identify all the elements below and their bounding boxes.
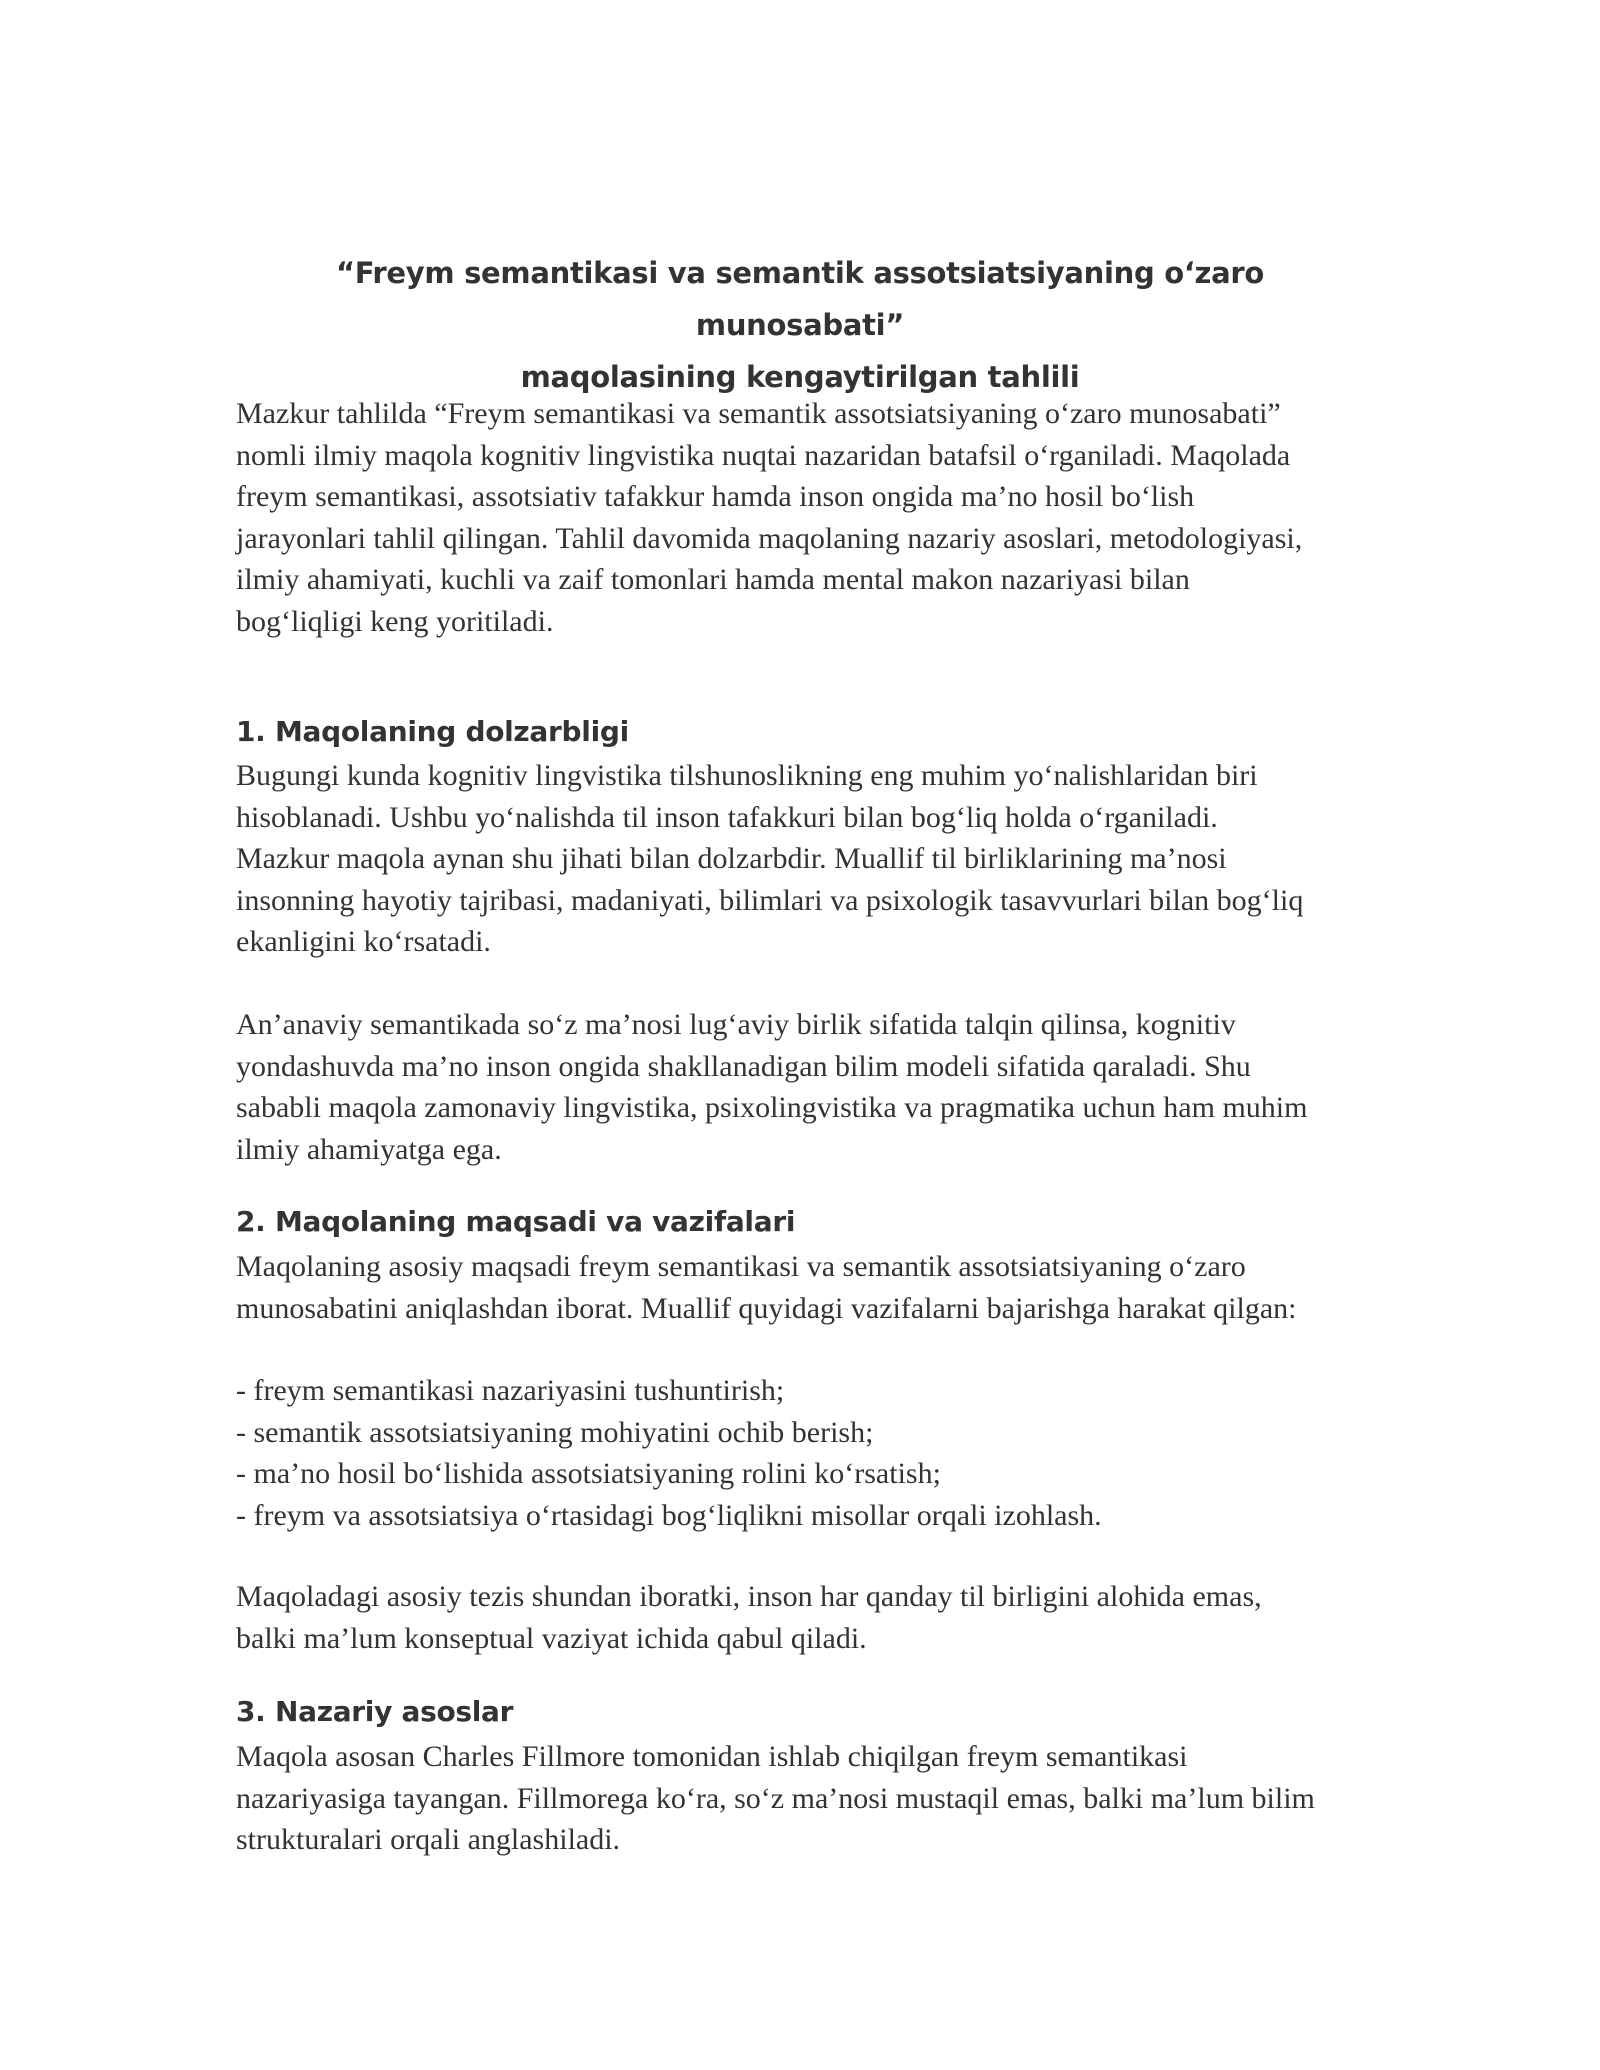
text-line: ilmiy ahamiyati, kuchli va zaif tomonlari hamda mental makon nazariyasi bilan <box>236 563 1190 596</box>
text-line: ilmiy ahamiyatga ega. <box>236 1132 502 1166</box>
text-line: Mazkur tahlilda “Freym semantikasi va semantik assotsiatsiyaning o‘zaro munosabati” <box>236 397 1281 430</box>
text-line: Maqola asosan Charles Fillmore tomonidan ishlab chiqilgan freym semantikasi <box>236 1740 1188 1773</box>
text-line: munosabatini aniqlashdan iborat. Muallif quyidagi vazifalarni bajarishga harakat qilgan: <box>236 1291 1297 1325</box>
text-line: bog‘liqligi keng yoritiladi. <box>236 604 554 638</box>
section-2-paragraph-1 <box>236 1246 1376 1329</box>
text-line: Bugungi kunda kognitiv lingvistika tilshunoslikning eng muhim yo‘nalishlaridan biri <box>236 759 1258 792</box>
list-item: - freym semantikasi nazariyasini tushuntirish; <box>236 1374 785 1407</box>
text-line: balki ma’lum konseptual vaziyat ichida qabul qiladi. <box>236 1621 867 1655</box>
section-3-heading: 3. Nazariy asoslar <box>236 1695 514 1728</box>
section-3-paragraph-1 <box>236 1736 1376 1861</box>
title-line-2: maqolasining kengaytirilgan tahlili <box>520 360 1080 394</box>
text-line: freym semantikasi, assotsiativ tafakkur hamda inson ongida ma’no hosil bo‘lish <box>236 480 1195 513</box>
text-line: insonning hayotiy tajribasi, madaniyati, bilimlari va psixologik tasavvurlari bilan bog‘liq <box>236 883 1304 917</box>
section-1-heading: 1. Maqolaning dolzarbligi <box>236 715 629 748</box>
document-title <box>236 247 1364 403</box>
text-line: jarayonlari tahlil qilingan. Tahlil davomida maqolaning nazariy asoslari, metodologiyasi, <box>236 521 1303 555</box>
text-line: hisoblanadi. Ushbu yo‘nalishda til inson tafakkuri bilan bog‘liq holda o‘rganiladi. <box>236 800 1218 834</box>
text-line: yondashuvda ma’no inson ongida shakllanadigan bilim modeli sifatida qaraladi. Shu <box>236 1049 1251 1083</box>
list-item: - semantik assotsiatsiyaning mohiyatini ochib berish; <box>236 1415 874 1449</box>
text-line: sababli maqola zamonaviy lingvistika, psixolingvistika va pragmatika uchun ham muhim <box>236 1091 1308 1124</box>
text-line: An’anaviy semantikada so‘z ma’nosi lug‘aviy birlik sifatida talqin qilinsa, kognitiv <box>236 1008 1236 1041</box>
section-1-paragraph-1 <box>236 755 1376 963</box>
text-line: ekanligini ko‘rsatadi. <box>236 925 491 958</box>
text-line: strukturalari orqali anglashiladi. <box>236 1823 621 1856</box>
section-2-heading: 2. Maqolaning maqsadi va vazifalari <box>236 1205 796 1238</box>
text-line: nomli ilmiy maqola kognitiv lingvistika nuqtai nazaridan batafsil o‘rganiladi. Maqolada <box>236 438 1291 472</box>
list-item: - ma’no hosil bo‘lishida assotsiatsiyaning rolini ko‘rsatish; <box>236 1457 941 1490</box>
text-line: nazariyasiga tayangan. Fillmorega ko‘ra, so‘z ma’nosi mustaqil emas, balki ma’lum bilim <box>236 1781 1315 1815</box>
section-2-paragraph-2 <box>236 1576 1376 1659</box>
intro-paragraph <box>236 393 1376 642</box>
text-line: Maqoladagi asosiy tezis shundan iboratki, inson har qanday til birligini alohida emas, <box>236 1580 1262 1613</box>
title-line-1: “Freym semantikasi va semantik assotsiatsiyaning o‘zaro munosabati” <box>335 256 1265 342</box>
section-1-paragraph-2 <box>236 1004 1376 1170</box>
text-line: Maqolaning asosiy maqsadi freym semantikasi va semantik assotsiatsiyaning o‘zaro <box>236 1250 1246 1283</box>
list-item: - freym va assotsiatsiya o‘rtasidagi bog‘liqlikni misollar orqali izohlash. <box>236 1498 1102 1532</box>
section-2-task-list <box>236 1370 1376 1536</box>
text-line: Mazkur maqola aynan shu jihati bilan dolzarbdir. Muallif til birliklarining ma’nosi <box>236 842 1227 875</box>
